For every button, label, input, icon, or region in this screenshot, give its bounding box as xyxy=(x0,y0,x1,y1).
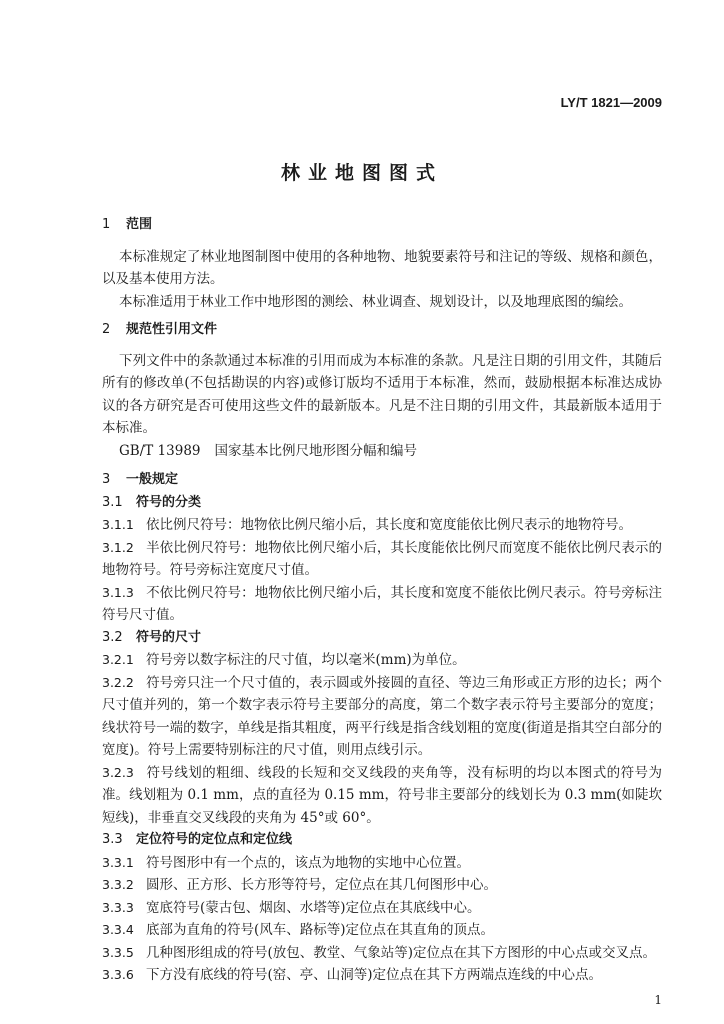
clause xyxy=(102,942,662,965)
subsection-number: 3.1 xyxy=(102,494,123,510)
clause-number: 3.1.2 xyxy=(102,539,134,555)
clause-number: 3.1.1 xyxy=(102,517,134,532)
document-body xyxy=(102,214,662,1011)
clause xyxy=(102,672,662,762)
clause-number: 3.2.2 xyxy=(102,674,134,690)
clause-number: 3.3.3 xyxy=(102,899,134,915)
subsection-heading xyxy=(102,627,662,650)
clause xyxy=(102,582,662,627)
page-number: 1 xyxy=(654,992,662,1007)
reference-title: 国家基本比例尺地形图分幅和编号 xyxy=(214,442,417,459)
subsection-heading xyxy=(102,829,662,852)
paragraph: 本标准规定了林业地图制图中使用的各种地物、地貌要素符号和注记的等级、规格和颜色，以及基本使用方法。 xyxy=(102,248,662,287)
clause xyxy=(102,852,662,875)
section-title: 一般规定 xyxy=(126,472,179,487)
clause-text: 依比例尺符号：地物依比例尺缩小后，其长度和宽度能依比例尺表示的地物符号。 xyxy=(146,517,632,533)
section-3-heading xyxy=(102,469,662,492)
section-1-heading xyxy=(102,214,662,237)
section-number: 3 xyxy=(102,472,111,487)
clause xyxy=(102,964,662,987)
clause xyxy=(102,514,662,537)
clause xyxy=(102,537,662,582)
paragraph: 下列文件中的条款通过本标准的引用而成为本标准的条款。凡是注日期的引用文件，其随后所有的修改单(不包括勘误的内容)或修订版均不适用于本标准，然而，鼓励根据本标准达成协议的各方研究是否可使用这些文件的最新版本。凡是不注日期的引用文件，其最新版本适用于本标准。 xyxy=(102,352,662,436)
clause-number: 3.3.6 xyxy=(102,967,134,982)
clause-text: 符号线划的粗细、线段的长短和交叉线段的夹角等，没有标明的均以本图式的符号为准。线划粗为 0.1 mm，点的直径为 0.15 mm，符号非主要部分的线划长为 0.3 mm(如陡坎短线)，非垂直交叉线段的夹角为 45°或 60°。 xyxy=(102,764,662,826)
section-number: 2 xyxy=(102,322,111,337)
clause-text: 下方没有底线的符号(窑、亭、山洞等)定位点在其下方两端点连线的中心点。 xyxy=(146,967,603,983)
paragraph: 本标准适用于林业工作中地形图的测绘、林业调查、规划设计，以及地理底图的编绘。 xyxy=(119,293,632,310)
clause xyxy=(102,919,662,942)
page-title: 林业地图图式 xyxy=(280,162,443,184)
clause xyxy=(102,897,662,920)
section-title: 规范性引用文件 xyxy=(126,322,218,337)
section-number: 1 xyxy=(102,217,111,232)
clause-number: 3.3.1 xyxy=(102,854,134,870)
clause-number: 3.3.4 xyxy=(102,922,134,937)
standard-number: LY/T 1821—2009 xyxy=(560,95,662,110)
subsection-title: 符号的分类 xyxy=(136,494,202,510)
section-title: 范围 xyxy=(126,217,153,232)
subsection-heading xyxy=(102,492,662,515)
clause-number: 3.2.3 xyxy=(102,764,134,780)
clause xyxy=(102,874,662,897)
clause xyxy=(102,762,662,830)
subsection-title: 符号的尺寸 xyxy=(136,629,202,645)
clause-text: 符号图形中有一个点的，该点为地物的实地中心位置。 xyxy=(146,854,470,871)
clause-text: 不依比例尺符号：地物依比例尺缩小后，其长度和宽度不能依比例尺表示。符号旁标注符号尺寸值。 xyxy=(102,584,662,623)
clause-text: 半依比例尺符号：地物依比例尺缩小后，其长度能依比例尺而宽度不能依比例尺表示的地物符号。符号旁标注宽度尺寸值。 xyxy=(102,539,662,578)
clause-text: 底部为直角的符号(风车、路标等)定位点在其直角的顶点。 xyxy=(146,922,495,938)
clause-number: 3.3.5 xyxy=(102,944,134,960)
clause-text: 宽底符号(蒙古包、烟囱、水塔等)定位点在其底线中心。 xyxy=(146,899,481,916)
clause-text: 几种图形组成的符号(放包、教堂、气象站等)定位点在其下方图形的中心点或交叉点。 xyxy=(146,944,657,961)
section-2-heading xyxy=(102,319,662,342)
clause-number: 3.3.2 xyxy=(102,877,134,892)
subsection-title: 定位符号的定位点和定位线 xyxy=(136,832,293,847)
clause xyxy=(102,649,662,672)
clause-number: 3.2.1 xyxy=(102,652,134,667)
clause-text: 圆形、正方形、长方形等符号，定位点在其几何图形中心。 xyxy=(146,877,497,893)
clause-text: 符号旁只注一个尺寸值的，表示圆或外接圆的直径、等边三角形或正方形的边长；两个尺寸值并列的，第一个数字表示符号主要部分的高度，第二个数字表示符号主要部分的宽度；线状符号一端的数字，单线是指其粗度，两平行线是指含线划粗的宽度(街道是指其空白部分的宽度)。符号上需要特别标注的尺寸值，则用点线引示。 xyxy=(102,674,662,758)
reference-code: GB/T 13989 xyxy=(119,442,201,459)
normative-reference xyxy=(102,440,662,463)
subsection-number: 3.2 xyxy=(102,629,123,645)
subsection-number: 3.3 xyxy=(102,832,123,847)
clause-number: 3.1.3 xyxy=(102,584,134,600)
clause-text: 符号旁以数字标注的尺寸值，均以毫米(mm)为单位。 xyxy=(146,652,466,668)
